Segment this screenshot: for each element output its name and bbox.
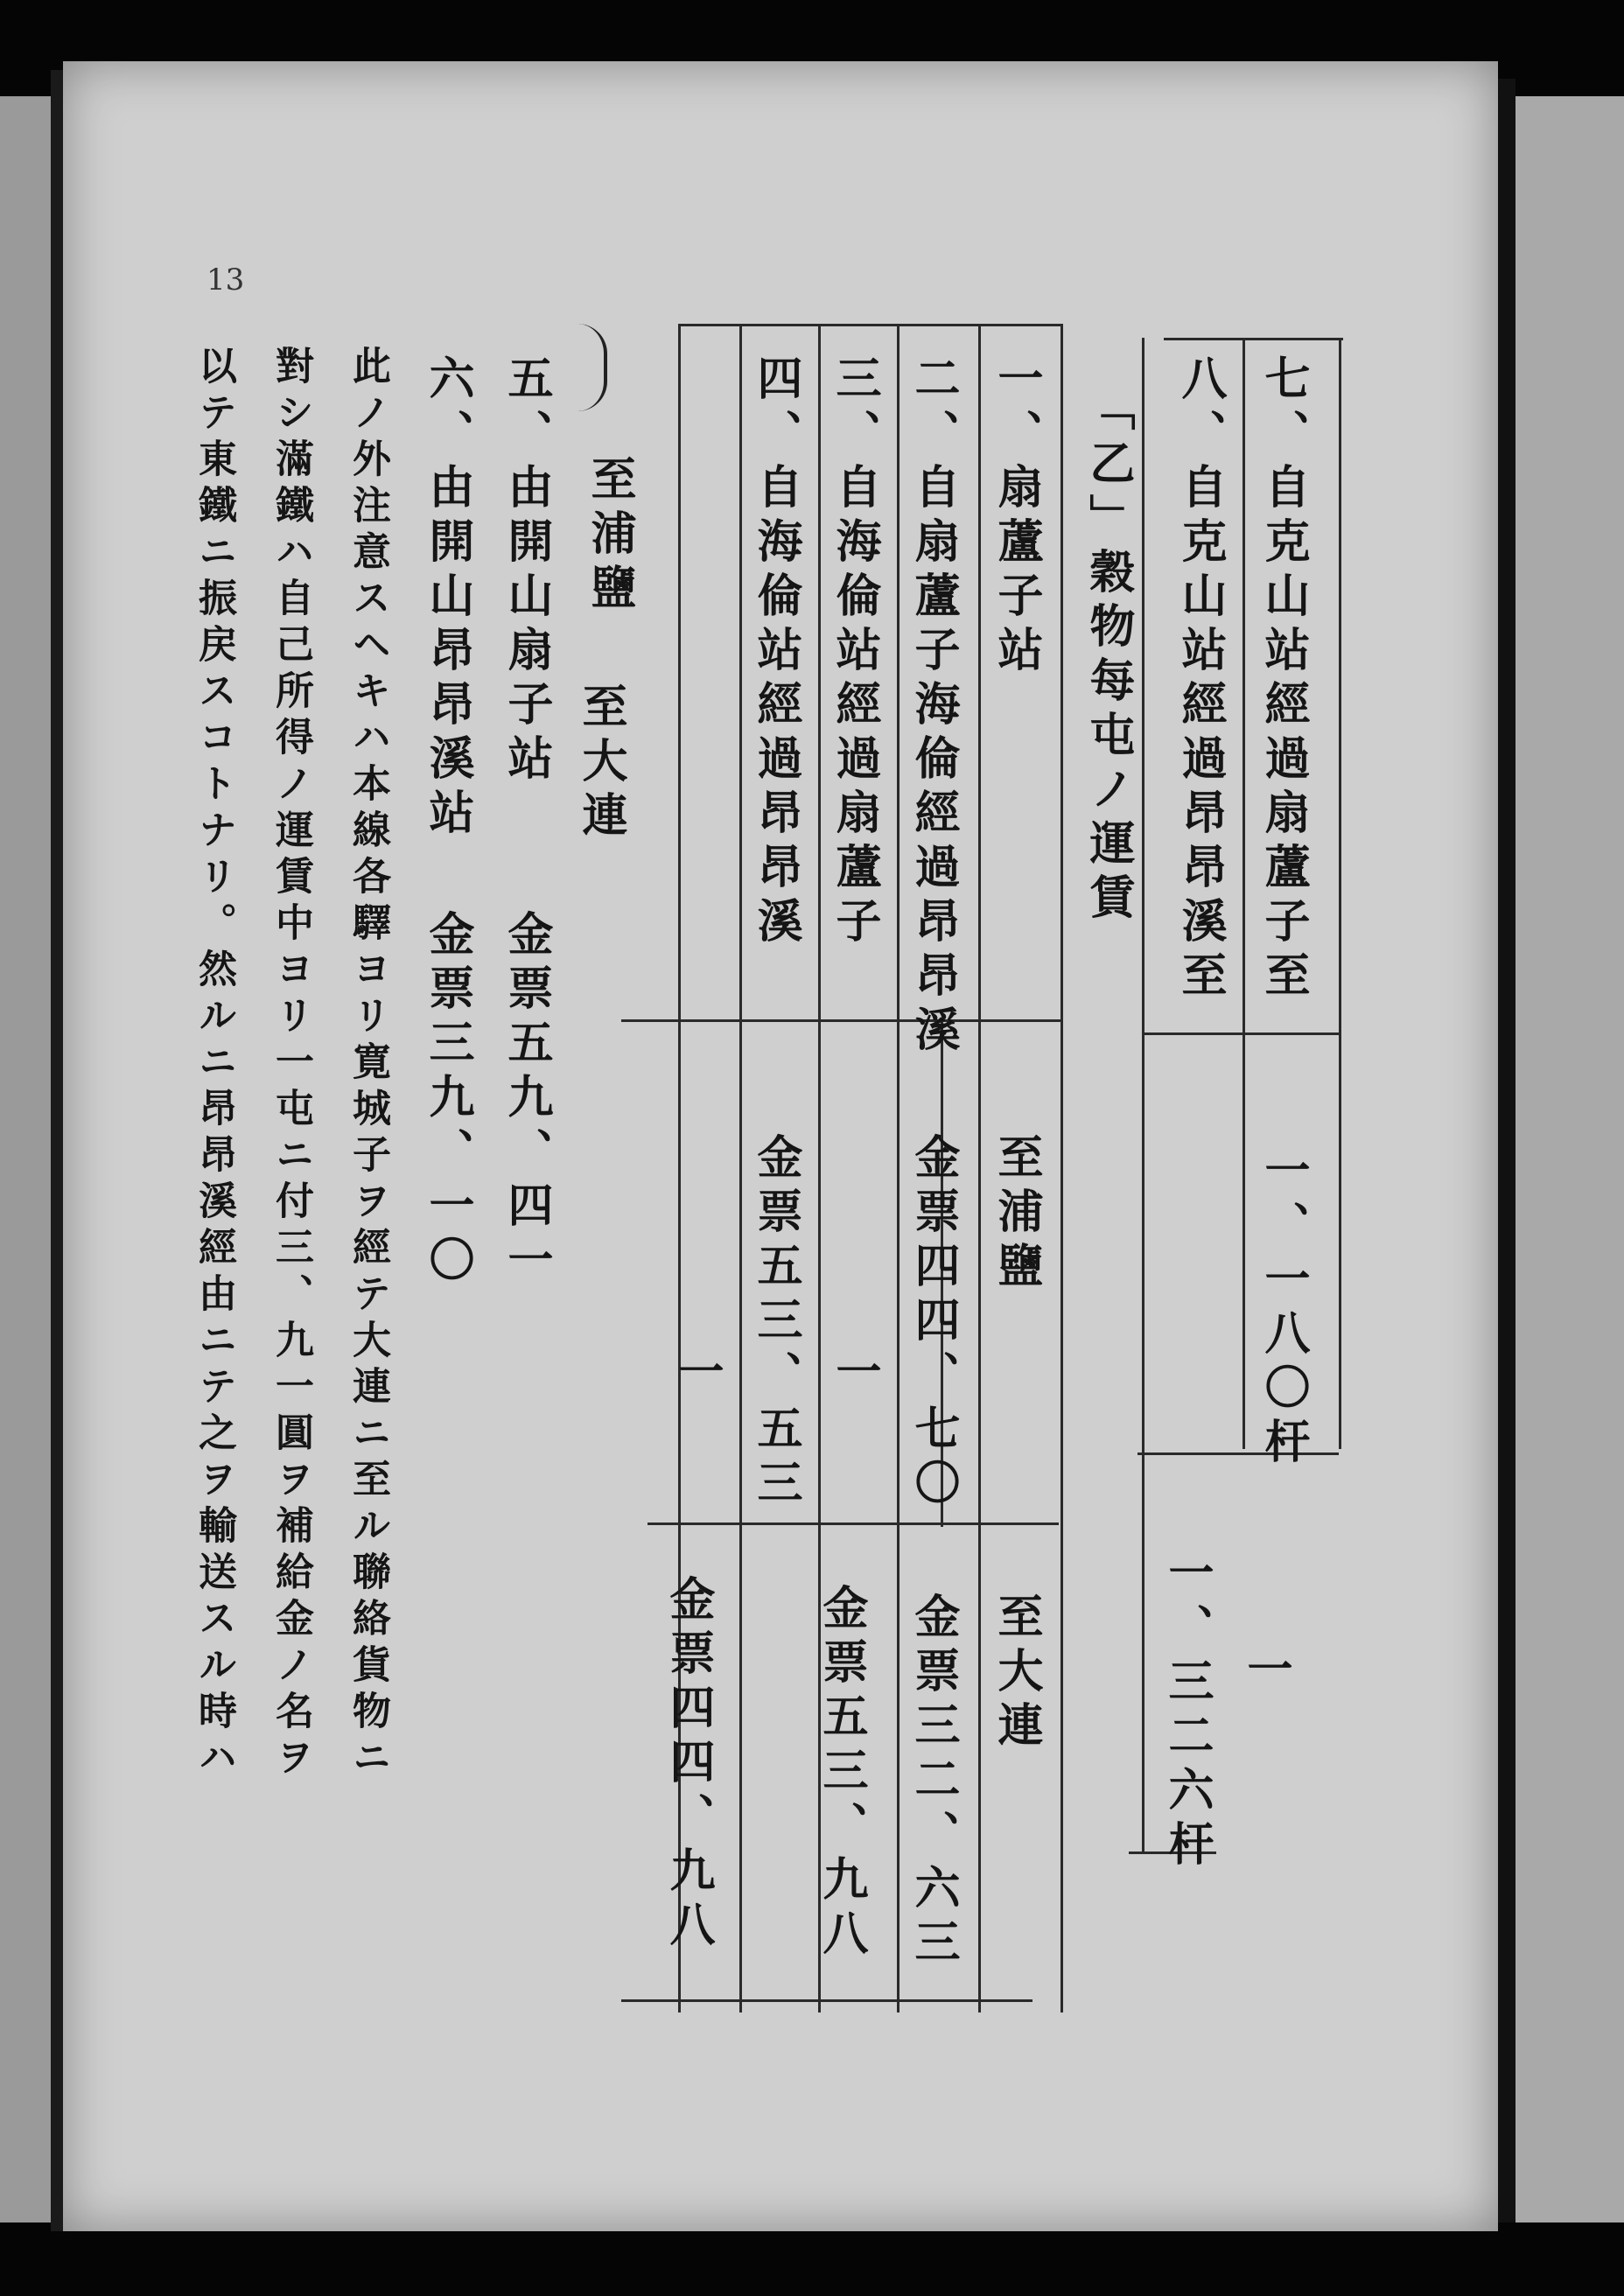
table1-col-rule	[1242, 338, 1245, 1449]
table2-top-rule	[678, 324, 1063, 326]
route-7-value: 一、一八〇杆	[1256, 1146, 1310, 1472]
line-5-label: 五、由開山扇子站	[500, 354, 553, 788]
line-5-value: 金票五九、四一	[500, 910, 553, 1290]
small-header-dalian: 至大連	[574, 682, 627, 845]
table2-row-4-dalian: 金票四四、九八	[662, 1575, 715, 1955]
section-heading-b: 「乙」穀物每屯ノ運賃	[1082, 385, 1135, 928]
table2-row-2-dalian: 金票五三、九八	[815, 1584, 868, 1964]
paragraph-line-1: 此ノ外注意スヘキハ本線各驛ヨリ寛城子ヲ經テ大連ニ至ル聯絡貨物ニ	[346, 346, 390, 1783]
right-page-shadow	[1498, 79, 1516, 2222]
route-8-value: 一、三二六杆	[1160, 1549, 1214, 1874]
table2-col1-rule	[978, 324, 981, 2012]
page-number: 13	[206, 262, 245, 298]
table2-row-3-pulantien: 金票五三、五三	[749, 1133, 802, 1513]
table2-header-pulantien: 至浦鹽	[990, 1133, 1043, 1296]
table2-col4-rule	[739, 324, 742, 2012]
table2-bottom-rule	[621, 1999, 1032, 2002]
table2-row-2-label: 二、自扇蘆子海倫經過昂昂溪	[906, 354, 960, 1060]
table2-header-dalian: 至大連	[990, 1592, 1043, 1755]
paragraph-line-2: 對シ滿鐵ハ自己所得ノ運賃中ヨリ一屯ニ付三、九一圓ヲ補給金ノ名ヲ	[269, 346, 313, 1783]
table2-right-rule	[1060, 324, 1063, 2012]
table2-mid-rule	[648, 1522, 1059, 1525]
route-8-label: 八、自克山站經過昂昂溪至	[1173, 354, 1227, 1005]
table2-row-2-pulantien: 一	[828, 1348, 881, 1402]
line-6-value: 金票三九、一〇	[421, 910, 474, 1290]
book-spine-shadow	[51, 70, 63, 2231]
table1-left-rule	[1142, 338, 1144, 1852]
table1-top-rule	[1164, 338, 1343, 340]
table2-row-1-pulantien: 金票四四、七〇	[906, 1133, 960, 1513]
table2-row-1-dalian: 金票三二、六三	[906, 1592, 960, 1972]
line-6-label: 六、由開山昂昂溪站	[421, 354, 474, 843]
table2-row-4-pulantien: 一	[670, 1348, 724, 1402]
table2-row-4-label: 四、自海倫站經過昂昂溪	[749, 354, 802, 951]
table2-row-3-label: 三、自海倫站經過扇蘆子	[828, 354, 881, 951]
left-page-edge	[0, 96, 52, 2222]
right-page-edge	[1516, 96, 1624, 2222]
table2-col2-rule	[897, 324, 900, 2012]
table2-header-rule	[621, 1019, 1063, 1022]
route-7-label: 七、自克山站經過扇蘆子至	[1256, 354, 1310, 1005]
paragraph-line-3: 以テ東鐵ニ振戻スコトナリ。然ルニ昂昂溪經由ニテ之ヲ輸送スル時ハ	[192, 346, 236, 1783]
table1-mid-rule	[1142, 1032, 1341, 1035]
small-header-pulantien: 至浦鹽	[583, 455, 636, 618]
route-7-dash: 一	[1239, 1645, 1292, 1699]
table2-row-1-label: 一、扇蘆子站	[990, 354, 1043, 680]
table1-right-rule	[1339, 338, 1341, 1449]
